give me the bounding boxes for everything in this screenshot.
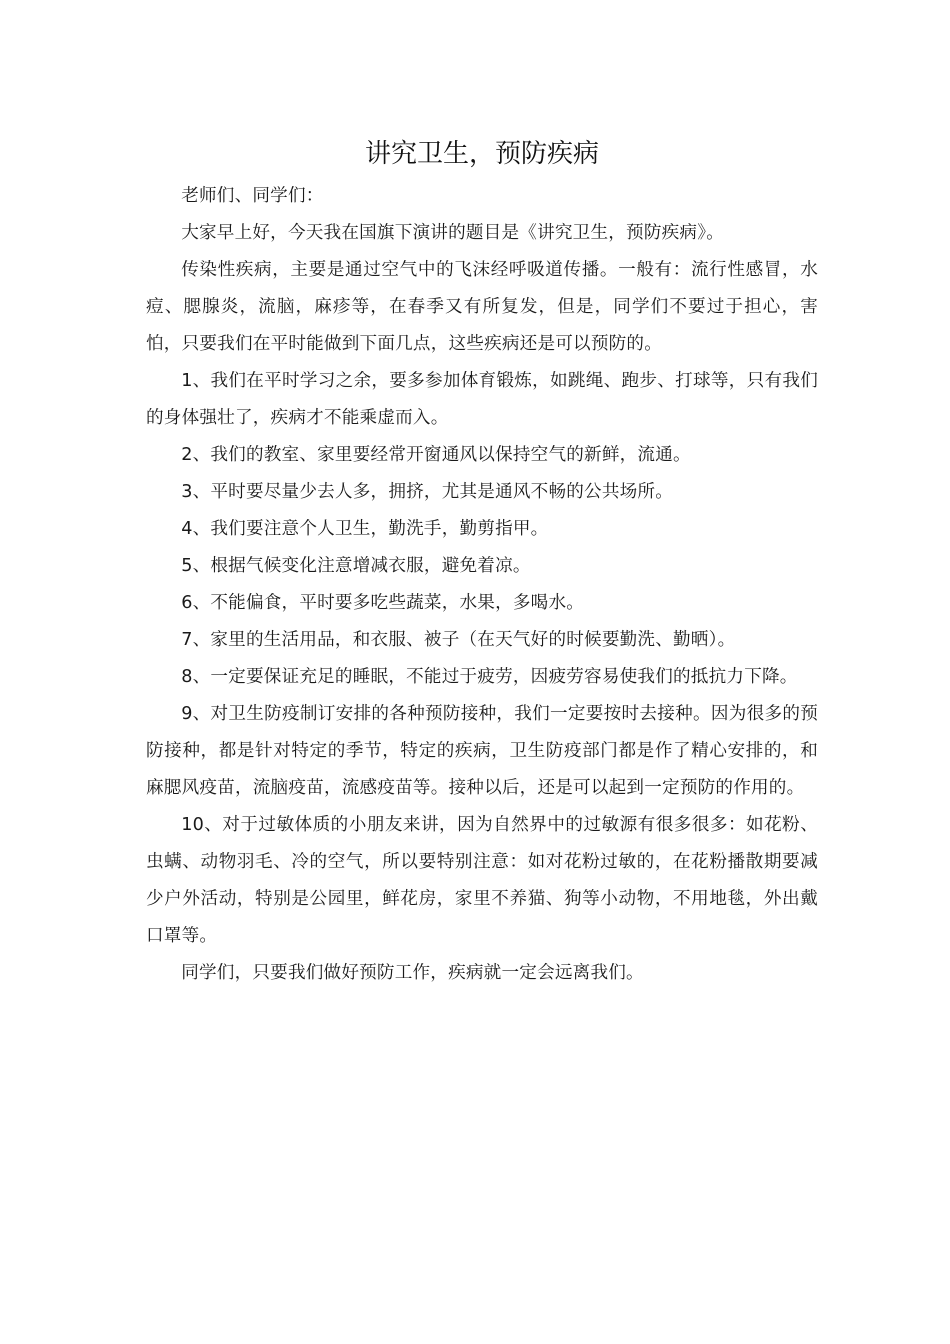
tip-7-paragraph: 7、家里的生活用品，和衣服、被子（在天气好的时候要勤洗、勤晒）。	[181, 630, 736, 650]
background-paragraph: 传染性疾病，主要是通过空气中的飞沫经呼吸道传播。一般有：流行性感冒，水痘、腮腺炎，流脑，麻疹等，在春季又有所复发，但是，同学们不要过于担心，害怕，只要我们在平时能做到下面几点，这些疾病还是可以预防的。	[146, 260, 818, 354]
tip-9-paragraph: 9、对卫生防疫制订安排的各种预防接种，我们一定要按时去接种。因为很多的预防接种，都是针对特定的季节，特定的疾病，卫生防疫部门都是作了精心安排的，和麻腮风疫苗，流脑疫苗，流感疫苗等。接种以后，还是可以起到一定预防的作用的。	[146, 704, 818, 798]
tip-6-paragraph: 6、不能偏食，平时要多吃些蔬菜，水果，多喝水。	[181, 593, 585, 613]
intro-paragraph: 大家早上好，今天我在国旗下演讲的题目是《讲究卫生，预防疾病》。	[181, 223, 724, 243]
document-body	[146, 132, 818, 992]
tip-2-paragraph: 2、我们的教室、家里要经常开窗通风以保持空气的新鲜，流通。	[181, 445, 691, 465]
tip-1-paragraph: 1、我们在平时学习之余，要多参加体育锻炼，如跳绳、跑步、打球等，只有我们的身体强壮了，疾病才不能乘虚而入。	[146, 371, 818, 428]
closing-paragraph: 同学们，只要我们做好预防工作，疾病就一定会远离我们。	[181, 963, 644, 983]
tip-10-paragraph: 10、对于过敏体质的小朋友来讲，因为自然界中的过敏源有很多很多：如花粉、虫螨、动物羽毛、冷的空气，所以要特别注意：如对花粉过敏的，在花粉播散期要减少户外活动，特别是公园里，鲜花房，家里不养猫、狗等小动物，不用地毯，外出戴口罩等。	[146, 815, 818, 946]
tip-8-paragraph: 8、一定要保证充足的睡眠，不能过于疲劳，因疲劳容易使我们的抵抗力下降。	[181, 667, 798, 687]
tip-4-paragraph: 4、我们要注意个人卫生，勤洗手，勤剪指甲。	[181, 519, 549, 539]
document-title: 讲究卫生，预防疾病	[364, 139, 599, 169]
tip-3-paragraph: 3、平时要尽量少去人多，拥挤，尤其是通风不畅的公共场所。	[181, 482, 674, 502]
tip-5-paragraph: 5、根据气候变化注意增减衣服，避免着凉。	[181, 556, 531, 576]
salutation-paragraph: 老师们、同学们：	[181, 186, 324, 206]
